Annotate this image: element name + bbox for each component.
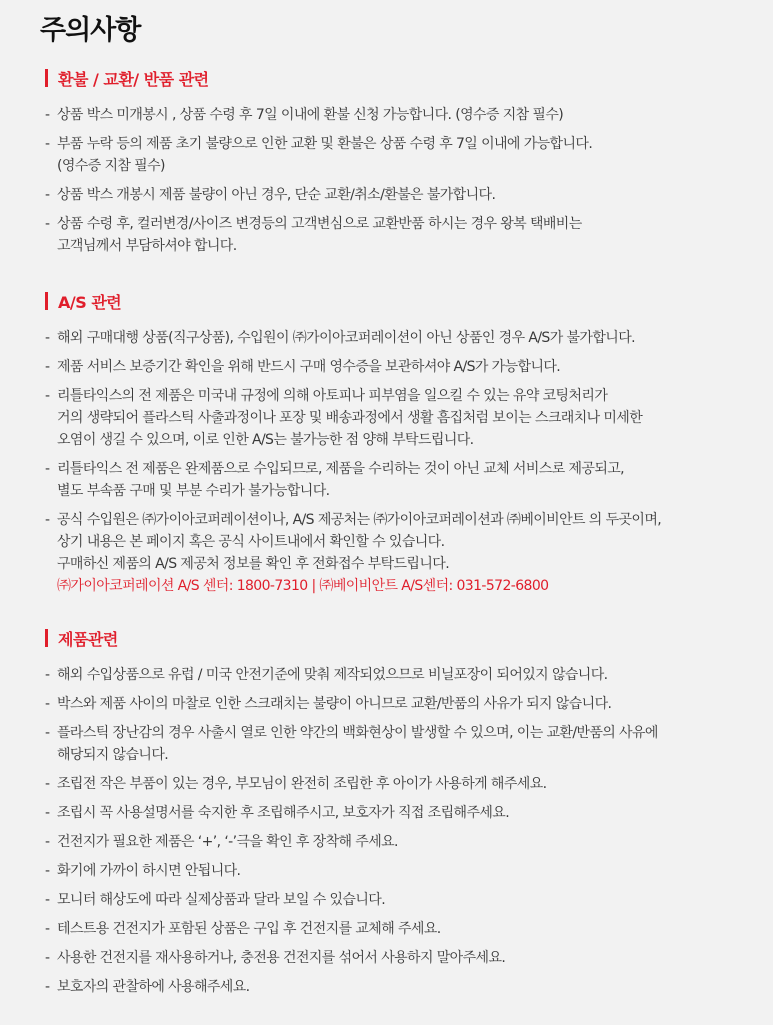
refund-list [45, 104, 765, 264]
list-item: - 사용한 건전지를 재사용하거나, 충전용 건전지를 섞어서 사용하지 말아주세요. [45, 950, 506, 966]
list-item: - 조립전 작은 부품이 있는 경우, 부모님이 완전히 조립한 후 아이가 사용하게 해주세요. [45, 776, 547, 792]
section-title: A/S 관련 [58, 292, 122, 312]
list-item: - 화기에 가까이 하시면 안됩니다. [45, 863, 241, 879]
product-list [45, 664, 765, 1005]
list-item: - 테스트용 건전지가 포함된 상품은 구입 후 건전지를 교체해 주세요. [45, 921, 441, 937]
as-center-contact: ㈜가이아코퍼레이션 A/S 센터: 1800-7310 | ㈜베이비안트 A/S센터: 031-572-6800 [57, 578, 549, 594]
list-item: - 보호자의 관찰하에 사용해주세요. [45, 979, 250, 995]
section-marker [45, 69, 48, 87]
list-item: - 해외 구매대행 상품(직구상품), 수입원이 ㈜가이아코퍼레이션이 아닌 상품인 경우 A/S가 불가합니다. [45, 330, 635, 346]
section-heading-as [45, 291, 121, 311]
list-item: - 리틀타익스 전 제품은 완제품으로 수입되므로, 제품을 수리하는 것이 아닌 교체 서비스로 제공되고, 별도 부속품 구매 및 부분 수리가 불가능합니다. [45, 461, 625, 499]
section-title: 환불 / 교환/ 반품 관련 [58, 69, 209, 89]
list-item: - 건전지가 필요한 제품은 ‘+’, ‘-’극을 확인 후 장착해 주세요. [45, 834, 398, 850]
list-item: - 플라스틱 장난감의 경우 사출시 열로 인한 약간의 백화현상이 발생할 수 있으며, 이는 교환/반품의 사유에 해당되지 않습니다. [45, 725, 658, 763]
list-item: - 부품 누락 등의 제품 초기 불량으로 인한 교환 및 환불은 상품 수령 후 7일 이내에 가능합니다. (영수증 지참 필수) [45, 136, 593, 174]
section-marker [45, 629, 48, 647]
list-item: - 박스와 제품 사이의 마찰로 인한 스크래치는 불량이 아니므로 교환/반품의 사유가 되지 않습니다. [45, 696, 612, 712]
section-heading-refund [45, 68, 209, 88]
list-item: - 리틀타익스의 전 제품은 미국내 규정에 의해 아토피나 피부염을 일으킬 수 있는 유약 코팅처리가 거의 생략되어 플라스틱 사출과정이나 포장 및 배송과정에서 생활 흠집처럼 보이는 스크래치나 미세한 오염이 생길 수 있으며, 이로 인한 A/S는 불가능한 점 양해 부탁드립니다. [45, 388, 643, 448]
list-item: - 조립시 꼭 사용설명서를 숙지한 후 조립해주시고, 보호자가 직접 조립해주세요. [45, 805, 510, 821]
as-list [45, 327, 765, 604]
list-item: - 해외 수입상품으로 유럽 / 미국 안전기준에 맞춰 제작되었으므로 비닐포장이 되어있지 않습니다. [45, 667, 608, 683]
list-item: - 공식 수입원은 ㈜가이아코퍼레이션이나, A/S 제공처는 ㈜가이아코퍼레이션과 ㈜베이비안트 의 두곳이며, 상기 내용은 본 페이지 혹은 공식 사이트내에서 확인할 수 있습니다. 구매하신 제품의 A/S 제공처 정보를 확인 후 전화접수 부탁드립니다. ㈜가이아코퍼레이션 A/S 센터: 1800-7310 | ㈜베이비안트 A/S센터: 031-572-6800 [45, 509, 765, 597]
list-item: - 모니터 해상도에 따라 실제상품과 달라 보일 수 있습니다. [45, 892, 386, 908]
section-marker [45, 292, 48, 310]
section-title: 제품관련 [58, 629, 118, 649]
section-heading-product [45, 628, 118, 648]
list-item: - 상품 박스 개봉시 제품 불량이 아닌 경우, 단순 교환/취소/환불은 불가합니다. [45, 187, 496, 203]
list-item: - 상품 수령 후, 컬러변경/사이즈 변경등의 고객변심으로 교환반품 하시는 경우 왕복 택배비는 고객님께서 부담하셔야 합니다. [45, 216, 582, 254]
list-item: - 상품 박스 미개봉시 , 상품 수령 후 7일 이내에 환불 신청 가능합니다. (영수증 지참 필수) [45, 107, 564, 123]
list-item: - 제품 서비스 보증기간 확인을 위해 반드시 구매 영수증을 보관하셔야 A/S가 가능합니다. [45, 359, 561, 375]
page-title: 주의사항 [40, 15, 141, 46]
